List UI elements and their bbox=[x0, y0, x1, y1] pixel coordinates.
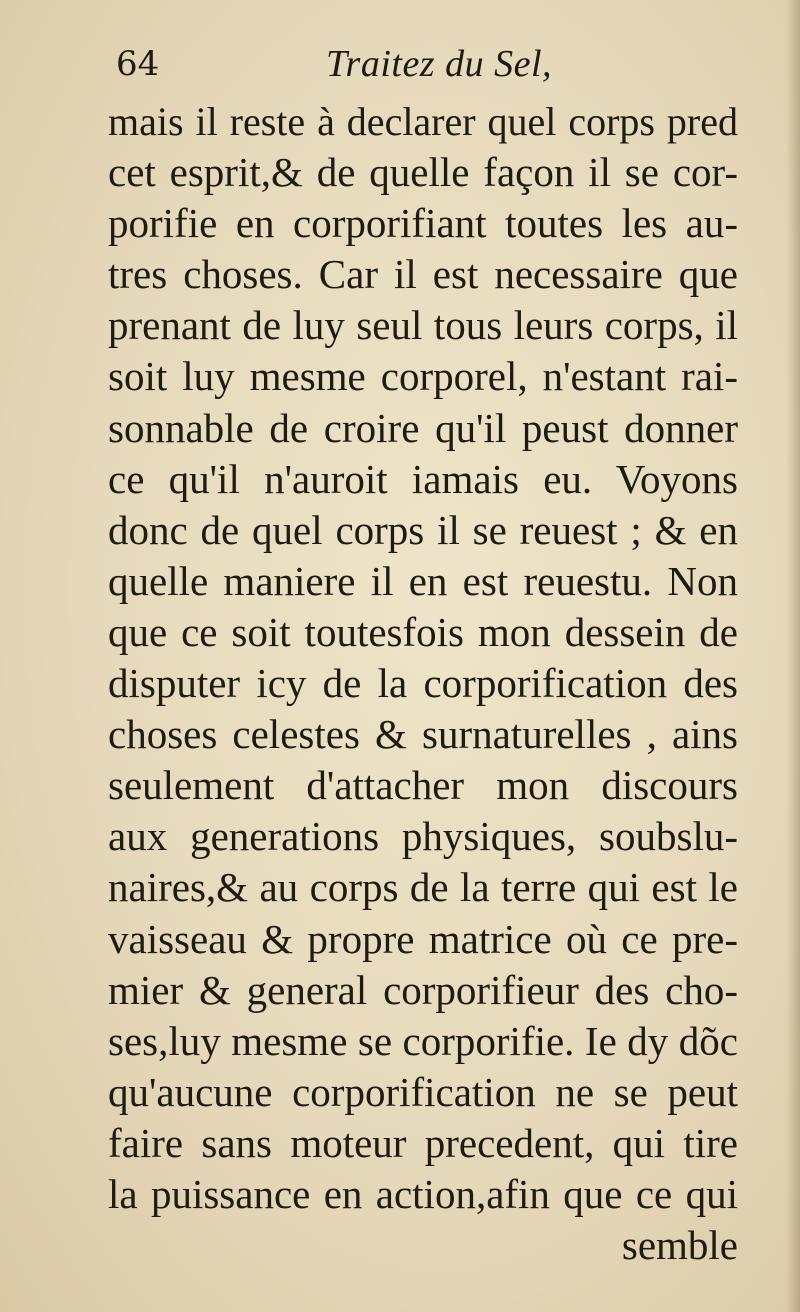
text-line: prenant de luy seul tous leurs corps, il bbox=[108, 302, 738, 349]
text-line: naires,& au corps de la terre qui est le bbox=[108, 864, 738, 911]
text-line: choses celestes & surnaturelles , ains bbox=[108, 711, 738, 758]
page-header bbox=[116, 38, 716, 94]
catchword: semble bbox=[621, 1222, 738, 1269]
text-line: quelle maniere il en est reuestu. Non bbox=[108, 557, 738, 604]
page-edge-shadow bbox=[786, 0, 800, 1312]
text-line: la puissance en action,afin que ce qui bbox=[108, 1170, 738, 1217]
text-line: qu'aucune corporification ne se peut bbox=[108, 1068, 738, 1115]
text-line: mais il reste à declarer quel corps pred bbox=[108, 99, 738, 144]
text-line: tres choses. Car il est necessaire que bbox=[108, 251, 738, 298]
text-line: disputer icy de la corporification des bbox=[108, 660, 738, 707]
text-line: aux generations physiques, soubslu- bbox=[108, 813, 738, 860]
text-line: faire sans moteur precedent, qui tire bbox=[108, 1119, 738, 1166]
text-line: ses,luy mesme se corporifie. Ie dy dõc bbox=[108, 1017, 738, 1064]
text-line: ce qu'il n'auroit iamais eu. Voyons bbox=[108, 455, 738, 502]
text-line: seulement d'attacher mon discours bbox=[108, 762, 738, 809]
running-title: Traitez du Sel, bbox=[326, 43, 553, 85]
text-line: porifie en corporifiant toutes les au- bbox=[108, 200, 738, 247]
text-line: cet esprit,& de quelle façon il se cor- bbox=[108, 149, 738, 196]
text-line: mier & general corporifieur des cho- bbox=[108, 966, 738, 1013]
page-number: 64 bbox=[116, 44, 160, 84]
text-line: soit luy mesme corporel, n'estant rai- bbox=[108, 353, 738, 400]
text-line: donc de quel corps il se reuest ; & en bbox=[108, 506, 738, 553]
body-text bbox=[108, 96, 738, 1271]
text-line: vaisseau & propre matrice où ce pre- bbox=[108, 915, 738, 962]
text-line: sonnable de croire qu'il peust donner bbox=[108, 404, 738, 451]
text-line: que ce soit toutesfois mon dessein de bbox=[108, 608, 738, 655]
